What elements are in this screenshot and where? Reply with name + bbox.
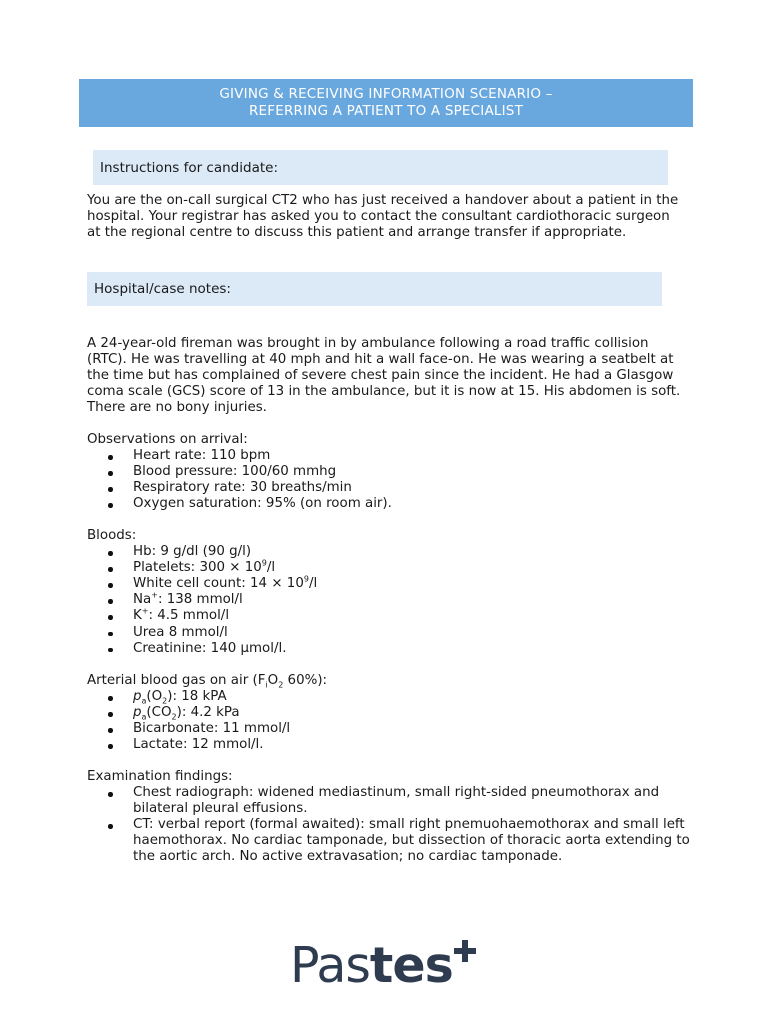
plus-icon — [454, 940, 476, 962]
abg-section — [87, 673, 697, 753]
list-item: Heart rate: 110 bpm — [87, 448, 697, 464]
case-notes-text: A 24-year-old fireman was brought in by ambulance following a road traffic collision (RTC). He was travelling at 40 mph and hit a wall face-on. He was wearing a seatbelt at the time but has complained of severe chest pain since the incident. He had a Glasgow coma scale (GCS) score of 13 in the ambulance, but it is now at 15. His abdomen is soft. There are no bony injuries. — [87, 336, 681, 416]
list-item: Chest radiograph: widened mediastinum, small right-sided pneumothorax and bilateral pleural effusions. — [87, 785, 697, 817]
instructions-heading-box — [93, 150, 668, 185]
title-line-1: GIVING & RECEIVING INFORMATION SCENARIO – — [219, 86, 553, 102]
case-notes-heading-box — [87, 272, 662, 306]
title-banner — [79, 79, 693, 127]
list-item: $p_a(O_2)$: 18 kPA — [87, 689, 697, 705]
observations-heading: Observations on arrival: — [87, 432, 248, 447]
list-item: Platelets: $300 \times 10^9/l$ — [87, 560, 697, 576]
bloods-list — [87, 544, 697, 657]
list-item: CT: verbal report (formal awaited): small right pnemuohaemothorax and small left haemothorax. No cardiac tamponade, but dissection of thoracic aorta extending to the aortic arch. No active extravasation; no cardiac tamponade. — [87, 817, 697, 865]
list-item: Lactate: 12 mmol/l. — [87, 737, 697, 753]
exam-heading: Examination findings: — [87, 769, 233, 784]
list-item: Oxygen saturation: 95% (on room air). — [87, 496, 697, 512]
list-item: White cell count: $14 \times 10^9/l$ — [87, 576, 697, 592]
list-item: Bicarbonate: 11 mmol/l — [87, 721, 697, 737]
abg-heading: Arterial blood gas on air ($F_iO_2$ 60%): — [87, 673, 328, 690]
list-item: Urea 8 mmol/l — [87, 625, 697, 641]
list-item: Na+: 138 mmol/l — [87, 592, 697, 608]
list-item: $p_a(CO_2)$: 4.2 kPa — [87, 705, 697, 721]
list-item: Hb: 9 g/dl (90 g/l) — [87, 544, 697, 560]
list-item: Creatinine: 140 µmol/l. — [87, 641, 697, 657]
title-line-2: REFERRING A PATIENT TO A SPECIALIST — [248, 103, 524, 119]
instructions-text: You are the on-call surgical CT2 who has just received a handover about a patient in the hospital. Your registrar has asked you to contact the consultant cardiothoracic surgeon at the regional centre to discuss this patient and arrange transfer if appropriate. — [87, 193, 679, 241]
bloods-heading: Bloods: — [87, 528, 137, 543]
list-item: Blood pressure: 100/60 mmhg — [87, 464, 697, 480]
abg-list — [87, 689, 697, 753]
exam-section — [87, 769, 697, 866]
list-item: Respiratory rate: 30 breaths/min — [87, 480, 697, 496]
observations-list — [87, 448, 697, 512]
bloods-section — [87, 528, 697, 657]
list-item: K+: 4.5 mmol/l — [87, 608, 697, 624]
case-notes-heading: Hospital/case notes: — [94, 281, 231, 297]
instructions-heading: Instructions for candidate: — [100, 159, 278, 176]
exam-list — [87, 785, 697, 865]
pastest-logo: Pastes — [290, 936, 476, 996]
observations-section — [87, 432, 697, 512]
